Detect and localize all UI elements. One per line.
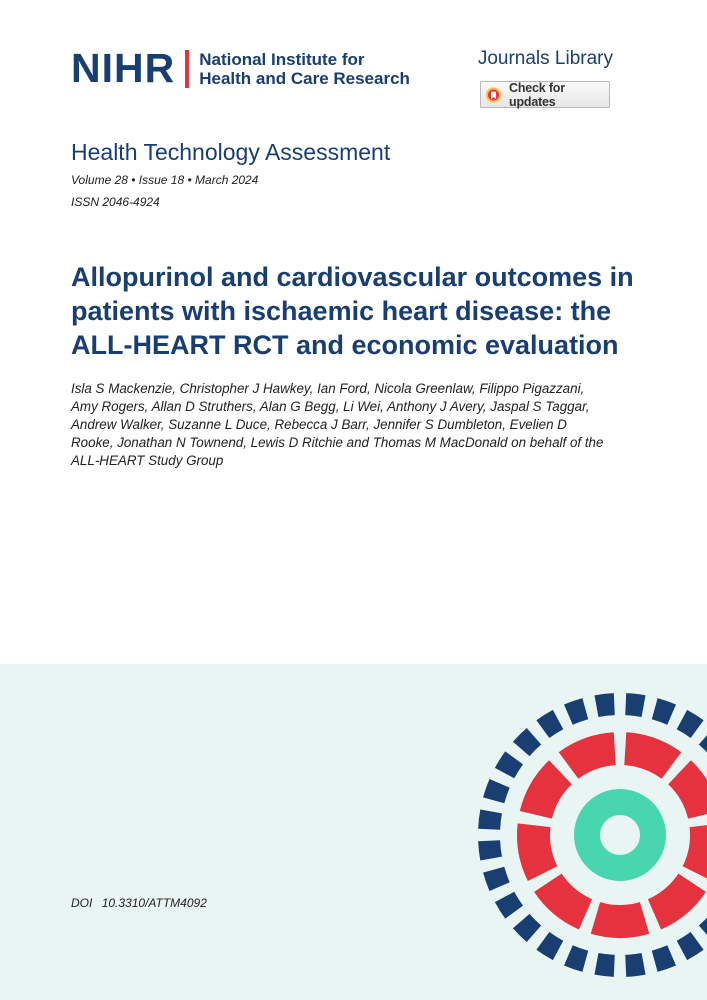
issn-line: ISSN 2046-4924 — [71, 195, 160, 209]
emblem-outer-dash — [536, 932, 563, 960]
emblem-outer-dash — [513, 728, 541, 756]
emblem-outer-dash — [594, 693, 614, 717]
emblem-outer-dash — [495, 892, 523, 919]
emblem-outer-dash — [594, 953, 614, 977]
emblem-outer-dash — [478, 840, 502, 860]
emblem-outer-dash — [564, 945, 588, 972]
emblem-outer-dash — [536, 710, 563, 738]
journals-library-link[interactable]: Journals Library — [477, 48, 613, 69]
emblem-red-segment — [648, 874, 706, 930]
journal-title: Health Technology Assessment — [71, 139, 391, 165]
check-updates-icon — [485, 86, 502, 104]
emblem-red-segment — [624, 732, 681, 779]
emblem-outer-dash — [625, 953, 645, 977]
logo-mark: NIHR — [71, 45, 176, 91]
check-for-updates-button[interactable] — [480, 81, 610, 108]
doi[interactable] — [71, 896, 207, 910]
emblem-outer-dash — [513, 914, 541, 942]
emblem-red-segment — [517, 823, 557, 881]
emblem-red-segment — [520, 760, 572, 818]
emblem-outer-dash — [699, 728, 707, 756]
circular-emblem-icon — [470, 680, 707, 990]
author-list: Isla S Mackenzie, Christopher J Hawkey, Ian Ford, Nicola Greenlaw, Filippo Pigazzani, Amy Rogers, Allan D Struthers, Alan G Begg, Li Wei, Anthony J Avery, Jaspal S Taggar, Andrew Walker, Suzanne L Duce, Rebecca J Barr, Jennifer S Dumbleton, Evelien D Rooke, Jonathan N Townend, Lewis D Ritchie and Thomas M MacDonald on behalf of the ALL-HEART Study Group — [71, 381, 604, 468]
emblem-outer-dash — [564, 698, 588, 725]
emblem-outer-dash — [652, 698, 676, 725]
article-title: Allopurinol and cardiovascular outcomes in patients with ischaemic heart disease: the ALL-HEART RCT and economic evaluation — [71, 262, 634, 360]
issue-line: Volume 28 • Issue 18 • March 2024 — [71, 173, 259, 187]
emblem-red-segment — [683, 823, 707, 881]
emblem-outer-dash — [677, 710, 704, 738]
logo-text: National Institute for Health and Care Research — [199, 49, 410, 88]
emblem-outer-dash — [652, 945, 676, 972]
emblem-outer-dash — [677, 932, 704, 960]
doi-value: 10.3310/ATTM4092 — [101, 896, 207, 910]
emblem-red-segment — [668, 760, 707, 818]
emblem-red-segment — [534, 874, 592, 930]
emblem-red-segment — [559, 732, 616, 779]
emblem-outer-dash — [483, 779, 510, 803]
nihr-logo[interactable] — [71, 45, 410, 91]
emblem-outer-dash — [495, 751, 523, 778]
emblem-teal-ring — [587, 802, 653, 868]
emblem-outer-dash — [478, 809, 502, 829]
emblem-outer-dash — [699, 914, 707, 942]
emblem-outer-dash — [625, 693, 645, 717]
doi-label: DOI — [71, 896, 93, 910]
emblem-outer-dash — [483, 867, 510, 891]
logo-divider — [185, 50, 189, 88]
check-updates-label: Check for updates — [509, 80, 565, 109]
emblem-red-segment — [591, 902, 650, 938]
